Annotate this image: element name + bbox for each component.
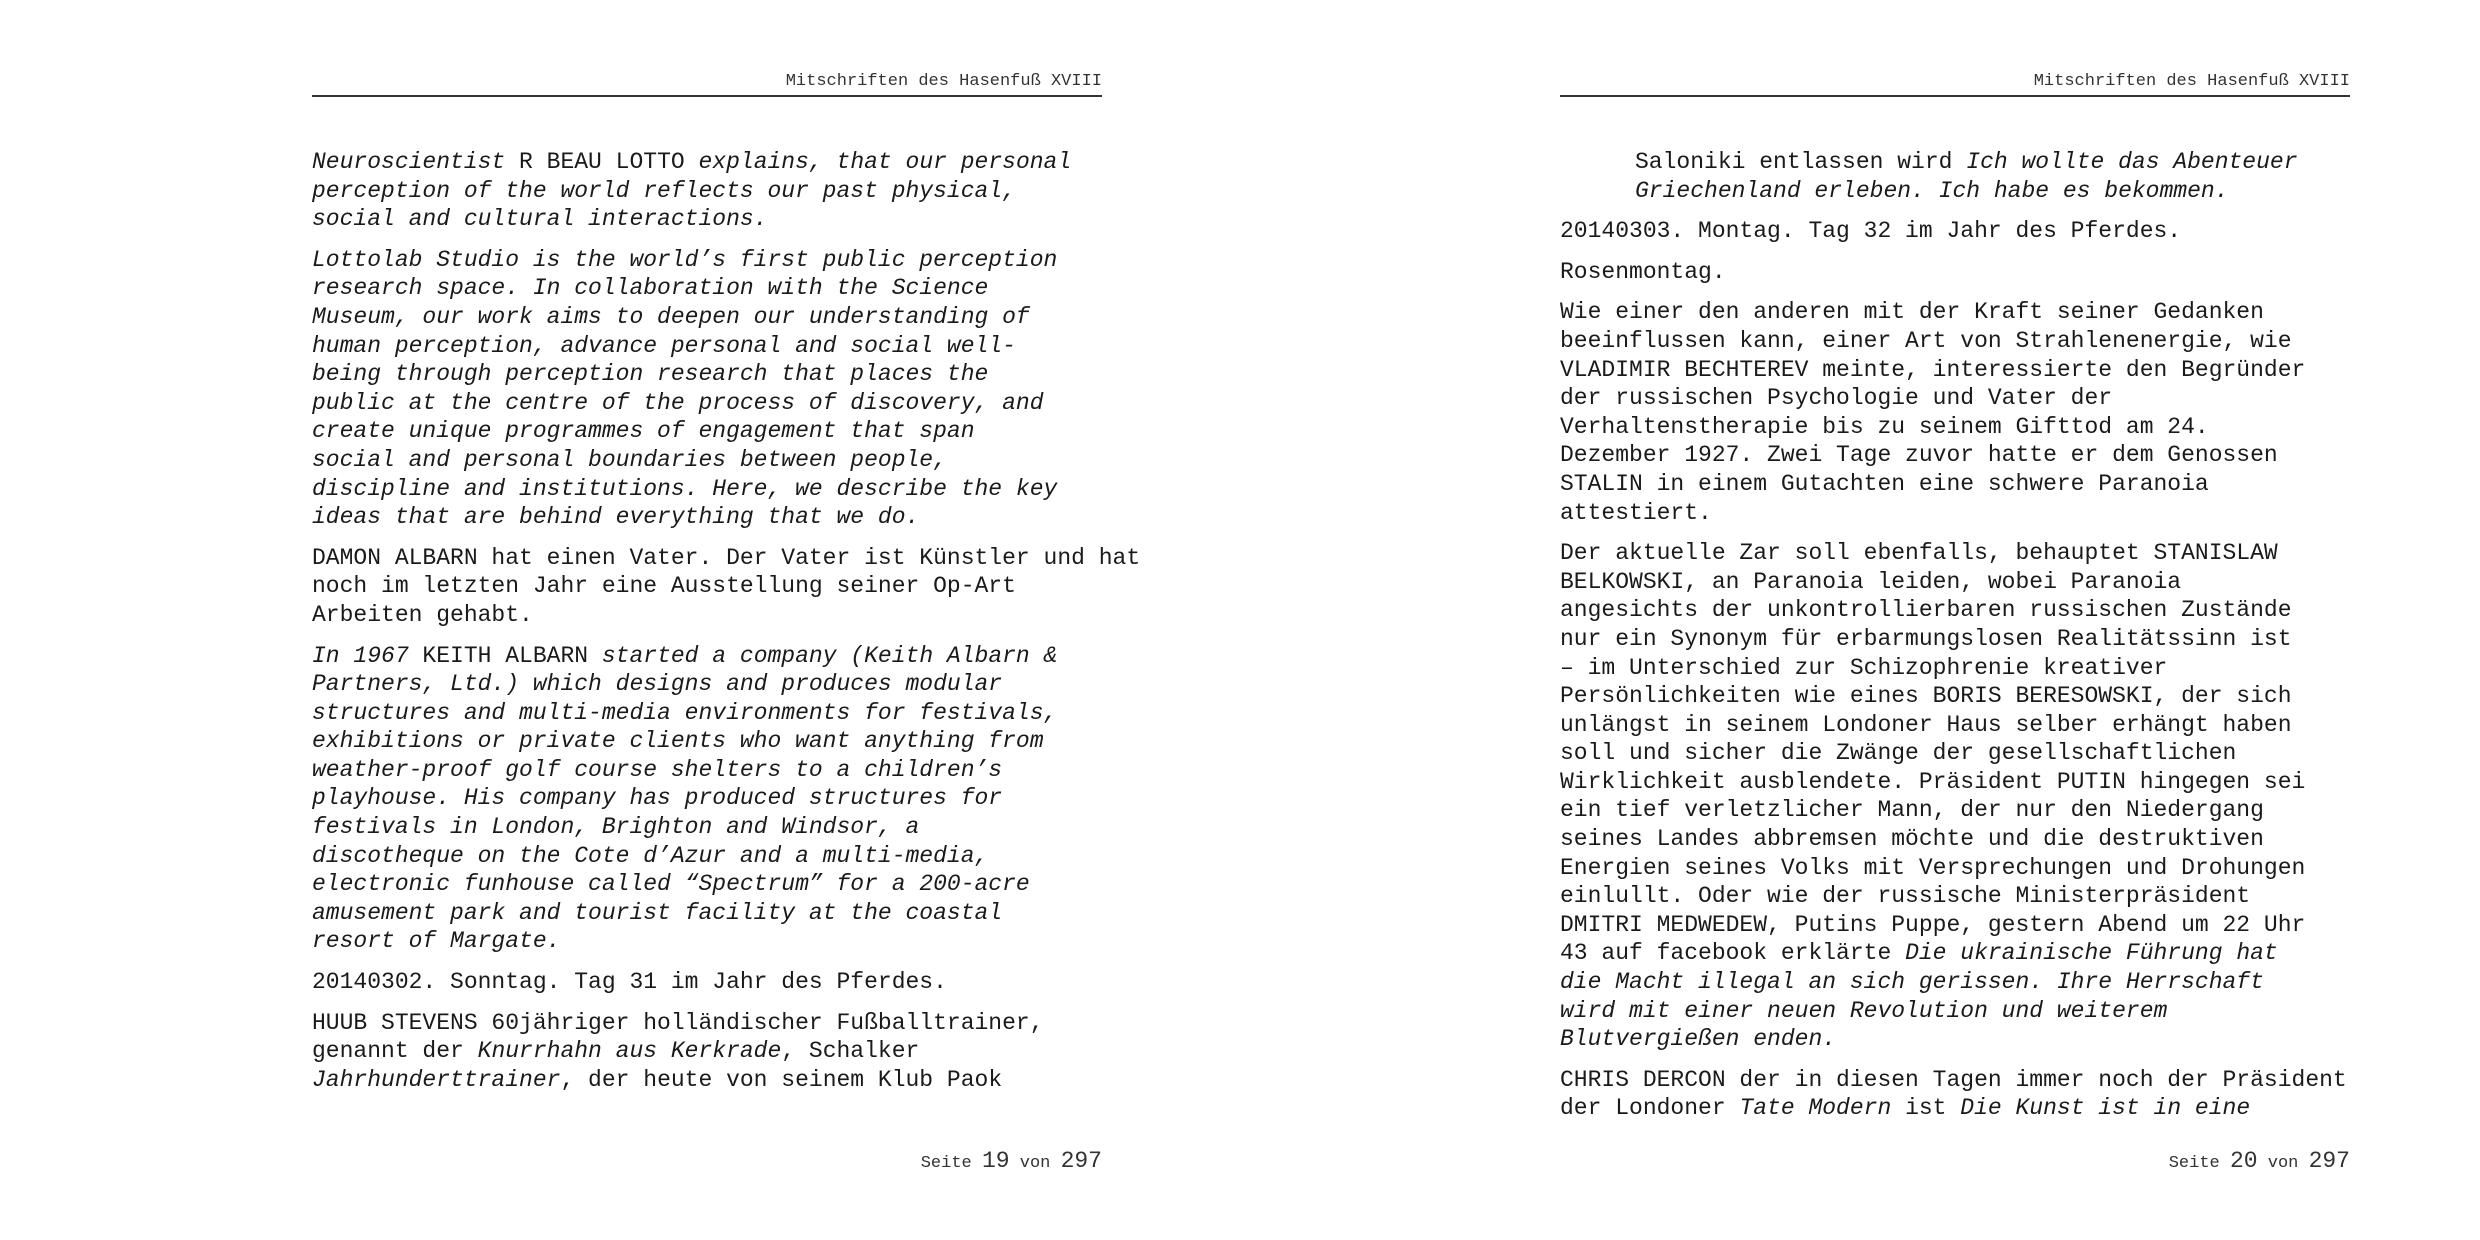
text-line: VLADIMIR BECHTEREV meinte, interessierte den Begründer: [1560, 356, 2306, 383]
text-line: festivals in London, Brighton and Windsor, a: [312, 814, 920, 841]
text-line: soll und sicher die Zwänge der gesellschaftlichen: [1560, 740, 2237, 767]
text-line: angesichts der unkontrollierbaren russischen Zustände: [1560, 597, 2292, 624]
text-line: wird mit einer neuen Revolution und weiterem: [1560, 997, 2168, 1024]
text-line: STALIN in einem Gutachten eine schwere Paranoia: [1560, 470, 2209, 497]
text-span: Neuroscientist: [312, 149, 520, 175]
text-line: attestiert.: [1560, 499, 1712, 526]
text-line: Arbeiten gehabt.: [312, 601, 533, 628]
text-line: electronic funhouse called “Spectrum” for a 200-acre: [312, 871, 1030, 898]
text-line: der russischen Psychologie und Vater der: [1560, 385, 2113, 412]
text-line: seines Landes abbremsen möchte und die destruktiven: [1560, 826, 2264, 853]
text-span: Saloniki entlassen wird: [1635, 149, 1967, 175]
text-line: unlängst in seinem Londoner Haus selber erhängt haben: [1560, 711, 2292, 738]
text-line: ein tief verletzlicher Mann, der nur den Niedergang: [1560, 797, 2264, 824]
text-span: der Londoner: [1560, 1095, 1740, 1122]
right-page: [1560, 0, 2350, 1240]
page-total: 297: [2308, 1148, 2350, 1174]
diary-date-entry: 20140302. Sonntag. Tag 31 im Jahr des Pferdes.: [312, 969, 947, 996]
page-footer: [921, 1148, 1102, 1174]
text-line: public at the centre of the process of discovery, and: [312, 389, 1044, 416]
footer-label: von: [1019, 1154, 1051, 1173]
text-span: , der heute von seinem Klub Paok: [560, 1066, 1003, 1093]
text-span: Tate Modern: [1739, 1095, 1892, 1122]
paragraph-keith-albarn: [312, 642, 1102, 957]
page-footer: [2169, 1148, 2350, 1174]
text-line: perception of the world reflects our past physical,: [312, 177, 1016, 204]
text-line: BELKOWSKI, an Paranoia leiden, wobei Paranoia: [1560, 568, 2182, 595]
text-line: social and personal boundaries between people,: [312, 446, 947, 473]
text-line: discipline and institutions. Here, we describe the key: [312, 475, 1058, 502]
text-line: noch im letzten Jahr eine Ausstellung seiner Op-Art: [312, 573, 1016, 600]
text-line: HUUB STEVENS 60jähriger holländischer Fußballtrainer,: [312, 1009, 1044, 1036]
paragraph-huub-stevens: [312, 1009, 1102, 1095]
footer-label: von: [2267, 1154, 2299, 1173]
left-page: [312, 0, 1141, 1240]
text-line: DMITRI MEDWEDEW, Putins Puppe, gestern Abend um 22 Uhr: [1560, 911, 2306, 938]
text-span: Knurrhahn aus Kerkrade: [477, 1038, 782, 1065]
text-line: being through perception research that places the: [312, 361, 989, 388]
page-number: 20: [2229, 1148, 2258, 1174]
text-line: nur ein Synonym für erbarmungslosen Realitätssinn ist: [1560, 625, 2292, 652]
text-line: Museum, our work aims to deepen our understanding of: [312, 303, 1030, 330]
text-line: einlullt. Oder wie der russische Ministerpräsident: [1560, 883, 2251, 910]
text-span: Die ukrainische Führung hat: [1905, 940, 2278, 967]
text-span: In 1967: [312, 642, 423, 669]
text-line: structures and multi-media environments for festivals,: [312, 699, 1058, 726]
running-header: Mitschriften des Hasenfuß XVIII: [312, 72, 1102, 97]
text-line: ideas that are behind everything that we do.: [312, 504, 920, 531]
text-span: KEITH ALBARN: [422, 642, 589, 669]
text-line: research space. In collaboration with the Science: [312, 275, 989, 302]
text-line: playhouse. His company has produced structures for: [312, 785, 1003, 812]
text-line: – im Unterschied zur Schizophrenie kreativer: [1560, 654, 2168, 681]
paragraph-lottolab: [312, 246, 1102, 532]
footer-label: Seite: [2168, 1154, 2220, 1173]
text-span: genannt der: [312, 1038, 478, 1065]
text-line: amusement park and tourist facility at the coastal: [312, 899, 1003, 926]
text-span: started a company (Keith Albarn &: [588, 642, 1058, 669]
text-line: Partners, Ltd.) which designs and produces modular: [312, 671, 1003, 698]
paragraph-chris-dercon: [1560, 1066, 2350, 1123]
paragraph-rosenmontag: Rosenmontag.: [1560, 258, 1726, 285]
page-body: [312, 148, 1141, 1106]
text-line: Der aktuelle Zar soll ebenfalls, behauptet STANISLAW: [1560, 540, 2278, 567]
paragraph-damon-albarn: [312, 544, 1141, 630]
diary-date-entry: 20140303. Montag. Tag 32 im Jahr des Pferdes.: [1560, 218, 2182, 245]
text-line: resort of Margate.: [312, 928, 561, 955]
text-line: exhibitions or private clients who want anything from: [312, 728, 1044, 755]
text-span: 43 auf facebook erklärte: [1560, 940, 1906, 967]
paragraph-bechterev: [1560, 298, 2350, 527]
paragraph-continuation: [1560, 148, 2350, 205]
text-line: create unique programmes of engagement that span: [312, 418, 975, 445]
footer-label: Seite: [920, 1154, 972, 1173]
text-line: discotheque on the Cote d’Azur and a multi-media,: [312, 842, 989, 869]
text-line: Wie einer den anderen mit der Kraft seiner Gedanken: [1560, 299, 2264, 326]
text-line: Persönlichkeiten wie eines BORIS BERESOWSKI, der sich: [1560, 683, 2292, 710]
text-line: die Macht illegal an sich gerissen. Ihre Herrschaft: [1560, 969, 2264, 996]
page-total: 297: [1060, 1148, 1102, 1174]
paragraph-belkowski: [1560, 539, 2350, 1054]
text-line: human perception, advance personal and social well-: [312, 332, 1016, 359]
text-span: Ich wollte das Abenteuer: [1966, 149, 2298, 175]
text-line: Lottolab Studio is the world’s first public perception: [312, 246, 1058, 273]
text-line: Griechenland erleben. Ich habe es bekommen.: [1635, 177, 2229, 204]
running-header: Mitschriften des Hasenfuß XVIII: [1560, 72, 2350, 97]
text-span: , Schalker: [781, 1038, 920, 1065]
text-line: Blutvergießen enden.: [1560, 1026, 1837, 1053]
text-line: Dezember 1927. Zwei Tage zuvor hatte er dem Genossen: [1560, 442, 2278, 469]
text-line: beeinflussen kann, einer Art von Strahlenenergie, wie: [1560, 327, 2292, 354]
text-line: DAMON ALBARN hat einen Vater. Der Vater ist Künstler und hat: [312, 544, 1141, 571]
text-span: Die Kunst ist in eine: [1960, 1095, 2251, 1122]
text-line: social and cultural interactions.: [312, 206, 768, 233]
page-number: 19: [981, 1148, 1010, 1174]
page-body: [1560, 148, 2350, 1135]
text-line: Wirklichkeit ausblendete. Präsident PUTIN hingegen sei: [1560, 768, 2306, 795]
text-line: CHRIS DERCON der in diesen Tagen immer noch der Präsident: [1560, 1066, 2347, 1093]
text-span: explains, that our personal: [684, 149, 1072, 175]
text-line: weather-proof golf course shelters to a children’s: [312, 756, 1003, 783]
text-line: Verhaltenstherapie bis zu seinem Gifttod am 24.: [1560, 413, 2209, 440]
text-span: ist: [1891, 1095, 1961, 1122]
text-span: Jahrhunderttrainer: [312, 1066, 561, 1093]
text-span: R BEAU LOTTO: [519, 149, 685, 175]
text-line: Energien seines Volks mit Versprechungen und Drohungen: [1560, 854, 2306, 881]
paragraph-lotto: [312, 148, 1102, 234]
